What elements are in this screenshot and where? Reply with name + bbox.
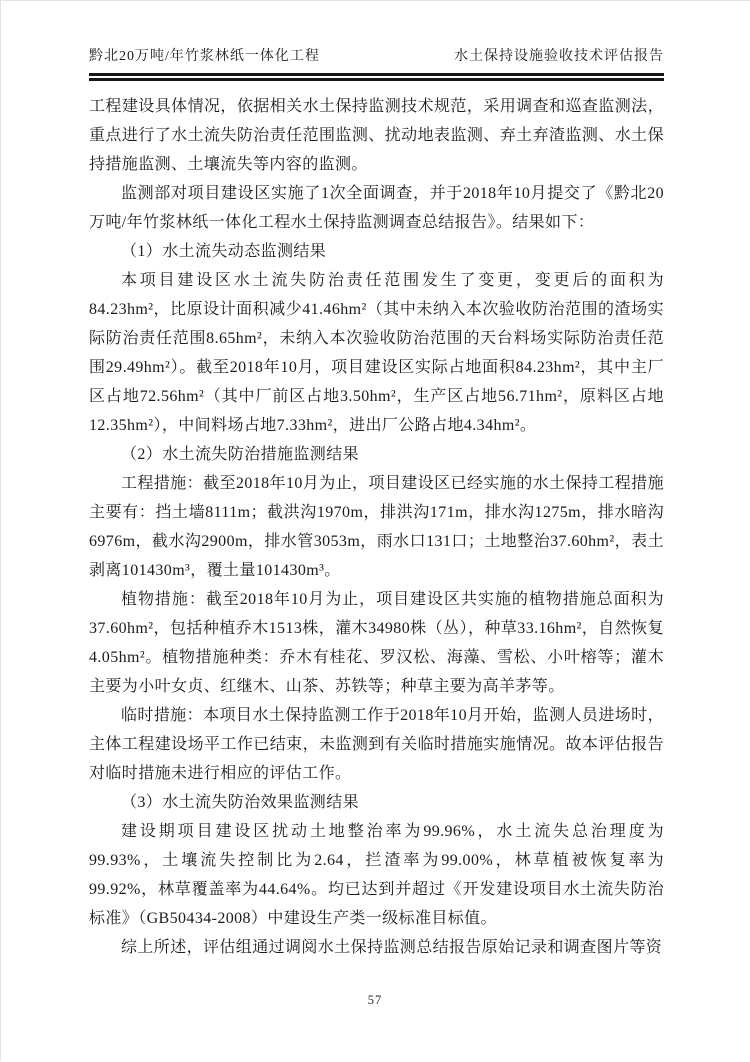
header-report-title: 水土保持设施验收技术评估报告 xyxy=(454,49,664,64)
section-heading-1: （1）水土流失动态监测结果 xyxy=(121,243,327,260)
paragraph-control-effect: 建设期项目建设区扰动土地整治率为99.96%，水土流失总治理度为99.93%，土壤流失控制比为2.64，拦渣率为99.00%，林草植被恢复率为99.92%，林草覆盖率为44.64%。均已达到并超过《开发建设项目水土流失防治标准》（GB50434-2008）中建设生产类一级标准目标值。 xyxy=(89,823,664,927)
section-heading-3: （3）水土流失防治效果监测结果 xyxy=(121,794,360,811)
paragraph-dynamic-monitoring: 本项目建设区水土流失防治责任范围发生了变更，变更后的面积为84.23hm²，比原设计面积减少41.46hm²（其中未纳入本次验收防治范围的渣场实际防治责任范围8.65hm²，未纳入本次验收防治范围的天台料场实际防治责任范围29.49hm²）。截至2018年10月，项目建设区实际占地面积84.23hm²，其中主厂区占地72.56hm²（其中厂前区占地3.50hm²，生产区占地56.71hm²，原料区占地12.35hm²），中间料场占地7.33hm²，进出厂公路占地4.34hm²。 xyxy=(89,272,664,434)
section-heading-2: （2）水土流失防治措施监测结果 xyxy=(121,446,360,463)
paragraph-continuation: 工程建设具体情况，依据相关水土保持监测技术规范，采用调查和巡查监测法，重点进行了水土流失防治责任范围监测、扰动地表监测、弃土弃渣监测、水土保持措施监测、土壤流失等内容的监测。 xyxy=(89,98,664,173)
page-header xyxy=(89,45,664,73)
paragraph-engineering-measures: 工程措施：截至2018年10月为止，项目建设区已经实施的水土保持工程措施主要有：挡土墙8111m；截洪沟1970m，排洪沟171m，排水沟1275m，排水暗沟6976m，截水沟2900m，排水管3053m，雨水口131口；土地整治37.60hm²，表土剥离101430m³，覆土量101430m³。 xyxy=(89,475,664,579)
paragraph-survey-intro: 监测部对项目建设区实施了1次全面调查，并于2018年10月提交了《黔北20万吨/年竹浆林纸一体化工程水土保持监测调查总结报告》。结果如下： xyxy=(89,185,664,231)
paragraph-plant-measures: 植物措施：截至2018年10月为止，项目建设区共实施的植物措施总面积为37.60hm²，包括种植乔木1513株，灌木34980株（丛），种草33.16hm²，自然恢复4.05hm²。植物措施种类：乔木有桂花、罗汉松、海藻、雪松、小叶榕等；灌木主要为小叶女贞、红继木、山茶、苏铁等；种草主要为高羊茅等。 xyxy=(89,591,664,695)
page-number: 57 xyxy=(367,993,383,1007)
header-project-title: 黔北20万吨/年竹浆林纸一体化工程 xyxy=(89,49,320,64)
document-page xyxy=(1,1,750,1062)
paragraph-summary-start: 综上所述，评估组通过调阅水土保持监测总结报告原始记录和调查图片等资 xyxy=(121,939,663,956)
paragraph-temporary-measures: 临时措施：本项目水土保持监测工作于2018年10月开始，监测人员进场时，主体工程建设场平工作已结束，未监测到有关临时措施实施情况。故本评估报告对临时措施未进行相应的评估工作。 xyxy=(89,707,664,782)
header-double-rule xyxy=(89,73,664,81)
document-body xyxy=(89,92,664,962)
